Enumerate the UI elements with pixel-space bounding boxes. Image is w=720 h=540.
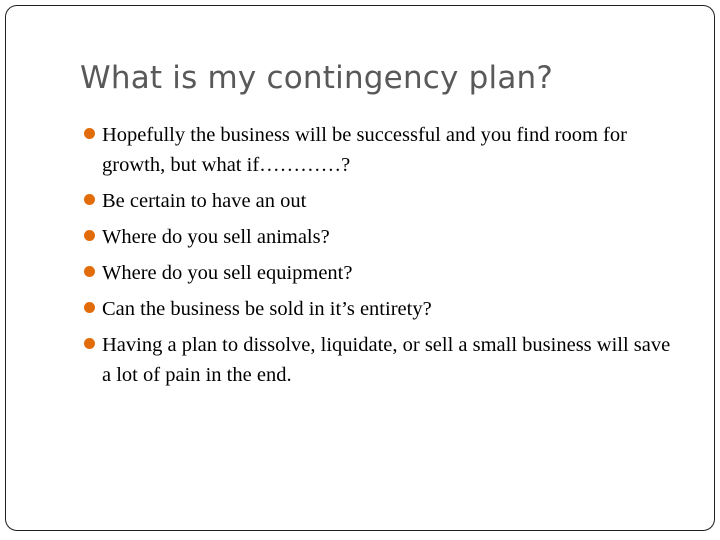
bullet-text: Hopefully the business will be successful and you find room for growth, but what if…………?: [102, 124, 627, 176]
bullet-list: [84, 118, 684, 394]
bullet-item: [84, 328, 684, 390]
bullet-text: Having a plan to dissolve, liquidate, or sell a small business will save a lot of pain in the end.: [102, 334, 671, 386]
bullet-item: [84, 184, 684, 216]
bullet-text: Be certain to have an out: [102, 190, 307, 212]
bullet-dot-icon: [84, 128, 95, 139]
bullet-dot-icon: [84, 266, 95, 277]
bullet-item: [84, 256, 684, 288]
bullet-dot-icon: [84, 338, 95, 349]
bullet-text: Where do you sell animals?: [102, 226, 330, 248]
bullet-text: Where do you sell equipment?: [102, 262, 353, 284]
bullet-dot-icon: [84, 230, 95, 241]
bullet-item: [84, 292, 684, 324]
slide-title: What is my contingency plan?: [80, 60, 554, 96]
bullet-dot-icon: [84, 194, 95, 205]
bullet-item: [84, 220, 684, 252]
bullet-item: [84, 118, 684, 180]
bullet-dot-icon: [84, 302, 95, 313]
bullet-text: Can the business be sold in it’s entirety?: [102, 298, 432, 320]
